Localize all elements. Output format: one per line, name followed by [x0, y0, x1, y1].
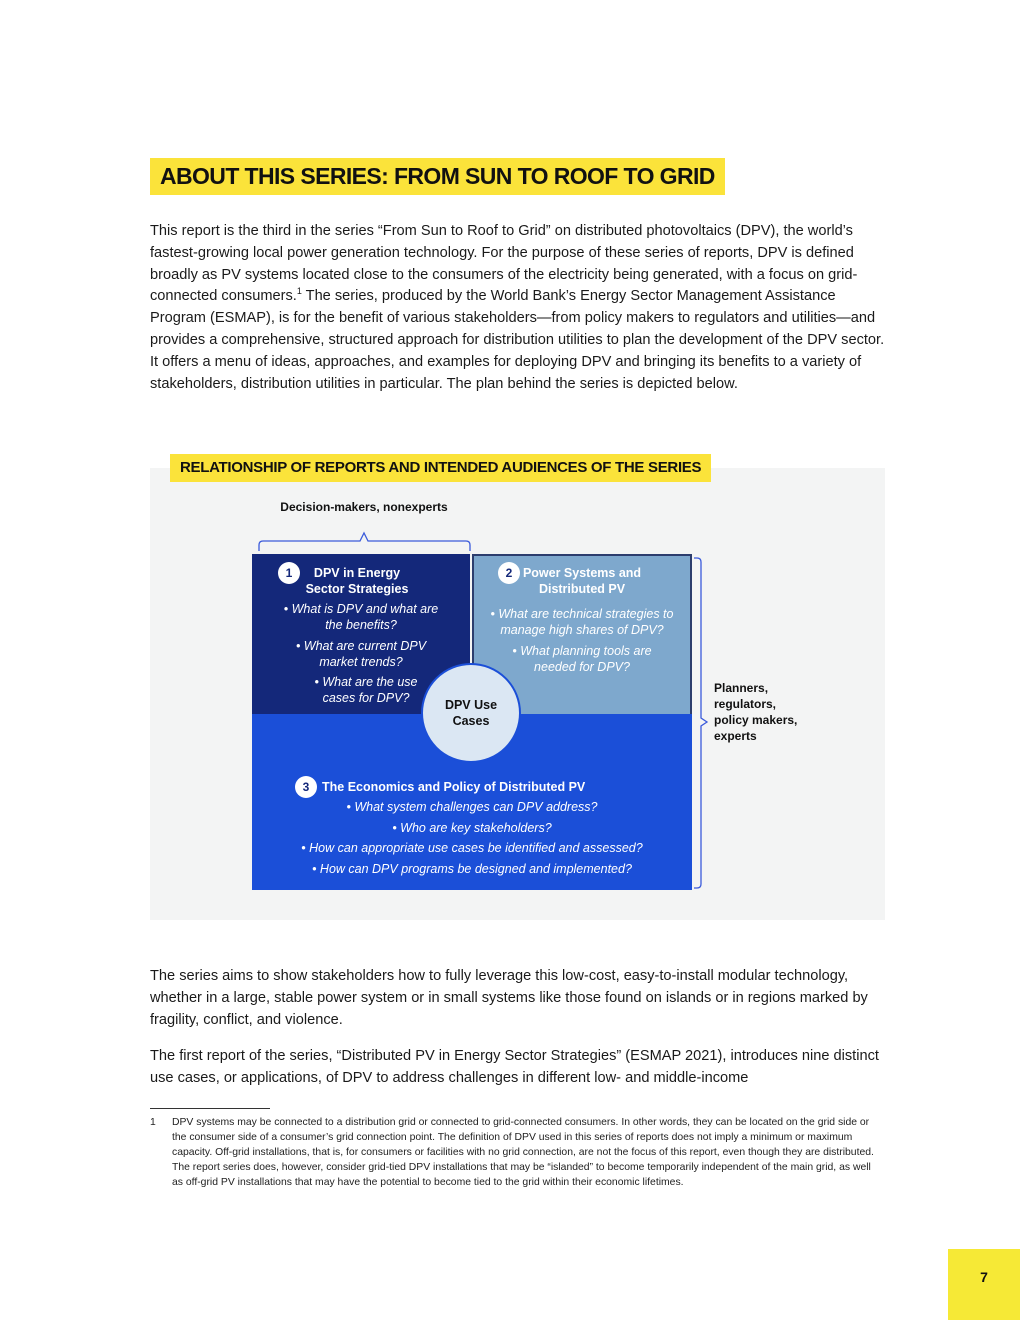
list-item: • What are current DPV market trends?	[295, 638, 427, 669]
use-cases-label: DPV Use Cases	[444, 698, 498, 728]
audience-top-label: Decision-makers, nonexperts	[280, 500, 448, 514]
list-item: • What are the use cases for DPV?	[314, 675, 418, 705]
use-cases-circle	[421, 663, 521, 763]
report-1-title: DPV in Energy Sector Strategies	[305, 566, 409, 596]
list-item: • What system challenges can DPV address?	[346, 800, 598, 814]
footnote-rule	[150, 1108, 270, 1109]
top-bracket	[259, 533, 470, 551]
intro-text-continued: The series, produced by the World Bank’s Energy Sector Management Assistance Program (ESMAP), is for the benefit of various stakeholders—from policy makers to regulators and utilities—and provides a comprehensive, structured approach for distribution utilities to plan the development of the DPV sector. It offers a menu of ideas, approaches, and examples for deploying DPV and bringing its benefits to a variety of stakeholders, distribution utilities in particular. The plan behind the series is depicted below.	[150, 288, 885, 392]
section-heading: ABOUT THIS SERIES: FROM SUN TO ROOF TO GRID	[150, 158, 725, 195]
report-2-title: Power Systems and Distributed PV	[522, 566, 642, 596]
report-2-number: 2	[498, 562, 520, 584]
report-3-title: The Economics and Policy of Distributed PV	[322, 780, 586, 794]
list-item: • How can DPV programs be designed and implemented?	[312, 861, 632, 876]
paragraph-2: The series aims to show stakeholders how to fully leverage this low-cost, easy-to-install modular technology, whether in a large, stable power system or in small systems like those found on islands or in regions marked by fragility, conflict, and violence.	[150, 968, 868, 1028]
list-item: • What planning tools are needed for DPV?	[512, 643, 652, 674]
report-2-questions	[480, 606, 684, 679]
audience-right-label: Planners, regulators, policy makers, experts	[714, 681, 798, 743]
footnote-number: 1	[150, 1117, 156, 1128]
report-1-questions	[276, 601, 446, 711]
report-3-questions	[252, 799, 692, 881]
report-3-number: 3	[295, 776, 317, 798]
figure-title: RELATIONSHIP OF REPORTS AND INTENDED AUDIENCES OF THE SERIES	[170, 454, 711, 482]
footnote-marker[interactable]: 1	[296, 286, 302, 297]
page-number: 7	[948, 1249, 1020, 1320]
footnote-text: DPV systems may be connected to a distribution grid or connected to grid-connected consumers. In other words, they can be located on the grid side or the consumer side of a consumer’s grid connection point. The definition of DPV used in this series of reports does not imply a minimum or maximum capacity. Off-grid installations, that is, for consumers or facilities with no grid connection, are not the focus of this report, even though they are distributed. The report series does, however, consider grid-tied DPV installations that may be “islanded” to become temporarily independent of the main grid, as well as off-grid PV installations that may have the potential to become tied to the grid within their economic lifetimes.	[172, 1117, 874, 1188]
list-item: • How can appropriate use cases be identified and assessed?	[301, 841, 643, 855]
report-1-number: 1	[278, 562, 300, 584]
list-item: • Who are key stakeholders?	[392, 820, 552, 835]
intro-text: This report is the third in the series “From Sun to Roof to Grid” on distributed photovoltaics (DPV), the world’s fastest-growing local power generation technology. For the purpose of these series of reports, DPV is defined broadly as PV systems located close to the consumers of the electricity being generated, with a focus on grid-connected consumers.	[150, 223, 858, 305]
paragraph-3: The first report of the series, “Distributed PV in Energy Sector Strategies” (ESMAP 2021), introduces nine distinct use cases, or applications, of DPV to address challenges in different low- and middle-income	[150, 1048, 879, 1086]
list-item: • What is DPV and what are the benefits?	[283, 602, 439, 632]
right-bracket	[694, 558, 707, 888]
list-item: • What are technical strategies to manage high shares of DPV?	[490, 607, 674, 637]
